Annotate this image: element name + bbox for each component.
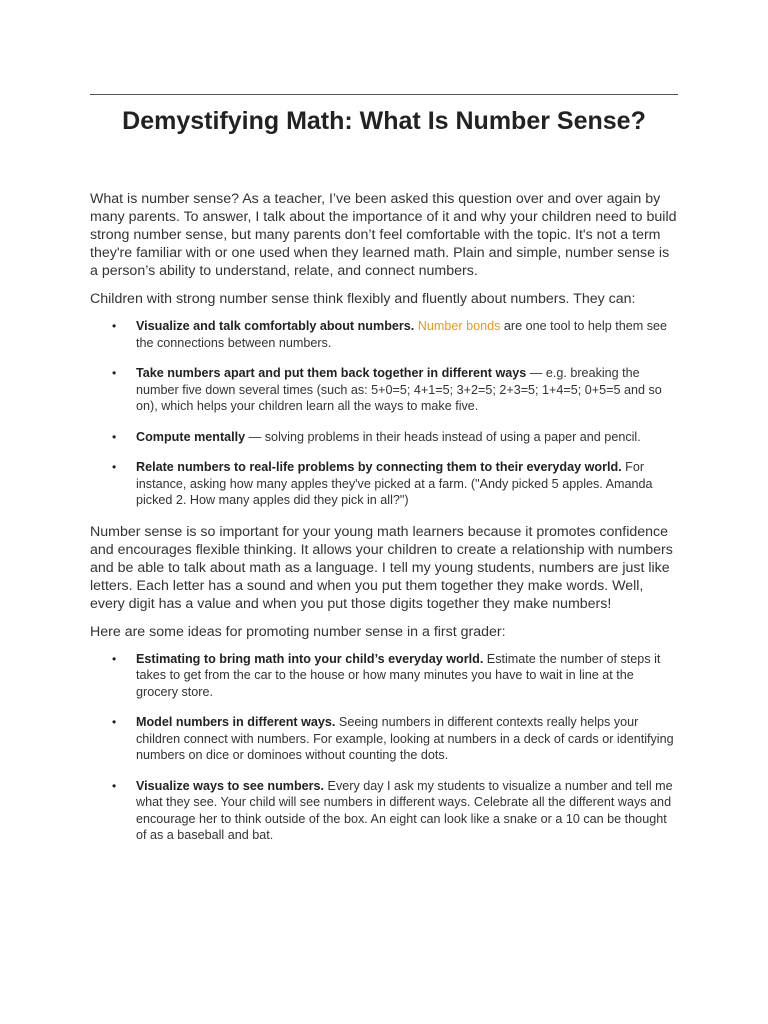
bullet-icon: •	[112, 460, 117, 474]
bullet-icon: •	[112, 429, 117, 444]
number-bonds-link[interactable]: Number bonds	[417, 319, 501, 333]
intro-paragraph: What is number sense? As a teacher, I’ve been asked this question over and over again by many parents. To answer, I talk about the importance of it and why your children need to build strong number sense, but many parents don’t feel comfortable with the topic. It's not a term they're familiar with or one used when they learned math. Plain and simple, number sense is a person’s ability to understand, relate, and connect numbers.	[90, 191, 677, 279]
bullet-icon: •	[112, 715, 117, 729]
list-item-heading: Visualize and talk comfortably about numbers.	[136, 319, 415, 333]
page-title: Demystifying Math: What Is Number Sense?	[122, 107, 646, 135]
top-divider	[90, 94, 678, 95]
list-item-heading: Model numbers in different ways.	[136, 715, 336, 729]
list-item-heading: Relate numbers to real-life problems by connecting them to their everyday world.	[136, 460, 622, 474]
list-item-text: — e.g. breaking the number five down several times (such as: 5+0=5; 4+1=5; 3+2=5; 2+3=5; 1+4=5; 0+5=5 and so on), which helps your children learn all the ways to make five.	[136, 366, 662, 413]
importance-paragraph: Number sense is so important for your young math learners because it promotes confidence and encourages flexible thinking. It allows your children to create a relationship with numbers and be able to talk about math as a language. I tell my young students, numbers are just like letters. Each letter has a sound and when you put them together they make words. Well, every digit has a value and when you put those digits together they make numbers!	[90, 523, 673, 612]
list-item	[90, 651, 678, 701]
bullet-icon: •	[112, 778, 117, 793]
bullet-icon: •	[112, 319, 117, 333]
list-item	[90, 318, 678, 351]
list-item-heading: Compute mentally	[136, 429, 246, 444]
list-item	[90, 778, 678, 844]
bullet-icon: •	[112, 366, 117, 380]
list-item-heading: Visualize ways to see numbers.	[136, 778, 325, 793]
list-item-text: Every day I ask my students to visualize a number and tell me what they see. Your child will see numbers in different ways. Celebrate all the different ways and encourage her to think outside of the box. An eight can look like a snake or a 10 can be thought of as a baseball and bat.	[136, 778, 673, 842]
article-body	[90, 190, 678, 858]
list-item	[90, 714, 678, 764]
list-item-text: Seeing numbers in different contexts really helps your children connect with numbers. For example, looking at numbers in a deck of cards or identifying numbers on dice or dominoes without counting the dots.	[136, 715, 674, 762]
ideas-intro-paragraph: Here are some ideas for promoting number sense in a first grader:	[90, 623, 506, 640]
list-item-text: For instance, asking how many apples they've picked at a farm. ("Andy picked 5 apples. Amanda picked 2. How many apples did they pick in all?")	[136, 460, 653, 507]
list-item-heading: Estimating to bring math into your child’s everyday world.	[136, 651, 484, 666]
ideas-list	[90, 651, 678, 844]
children-intro-paragraph: Children with strong number sense think flexibly and fluently about numbers. They can:	[90, 291, 636, 307]
list-item	[90, 365, 678, 415]
list-item-heading: Take numbers apart and put them back together in different ways	[136, 366, 527, 380]
list-item-text: are one tool to help them see the connections between numbers.	[136, 319, 668, 350]
list-item	[90, 429, 678, 446]
abilities-list	[90, 318, 678, 509]
list-item-text: — solving problems in their heads instead of using a paper and pencil.	[245, 429, 641, 444]
bullet-icon: •	[112, 651, 117, 666]
list-item	[90, 459, 678, 509]
list-item-text: Estimate the number of steps it takes to get from the car to the house or how many minutes you have to wait in line at the grocery store.	[136, 651, 661, 699]
